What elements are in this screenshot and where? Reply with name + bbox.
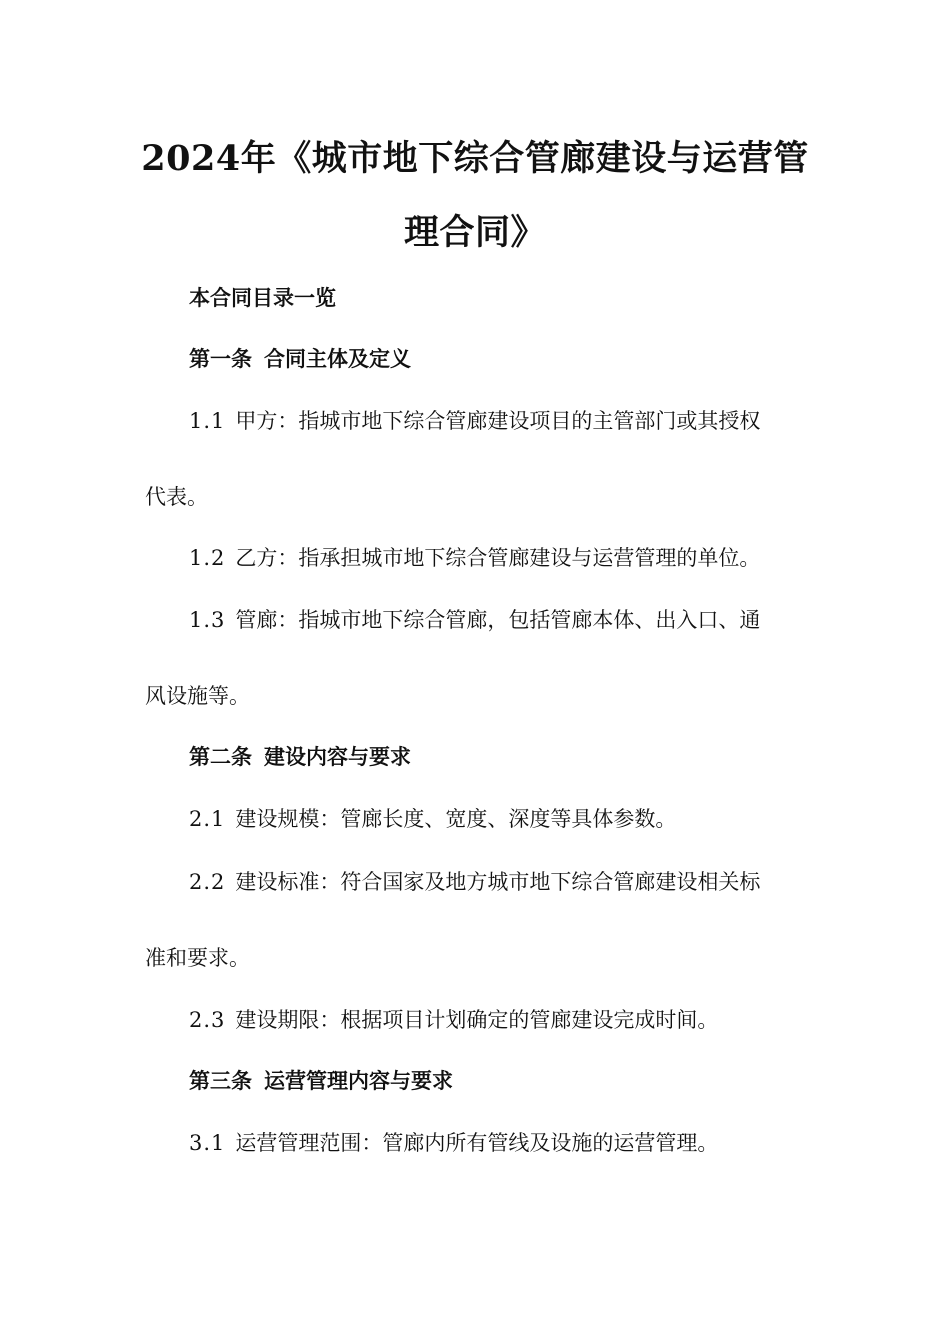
article-3-heading [0, 1068, 950, 1094]
document-title-line-2: 理合同》 [403, 212, 546, 253]
clause-number: 1.3 [189, 608, 226, 632]
document-title-line-1: 2024年《城市地下综合管廊建设与运营管 [141, 138, 809, 179]
clause-number: 3.1 [189, 1131, 226, 1155]
clause-1-1 [0, 408, 950, 434]
clause-2-3 [0, 1007, 950, 1033]
article-2-number: 第二条 [189, 744, 252, 769]
clause-number: 1.2 [189, 546, 226, 570]
article-2-title: 建设内容与要求 [264, 744, 411, 769]
article-1-number: 第一条 [189, 346, 252, 371]
clause-1-1-continuation: 代表。 [145, 485, 208, 509]
clause-3-1 [0, 1130, 950, 1156]
clause-1-2 [0, 545, 950, 571]
article-1-title: 合同主体及定义 [264, 346, 411, 371]
article-3-title: 运营管理内容与要求 [264, 1068, 453, 1093]
clause-2-2 [0, 869, 950, 895]
clause-number: 2.2 [189, 870, 226, 894]
clause-1-3 [0, 607, 950, 633]
clause-text: 管廊：指城市地下综合管廊，包括管廊本体、出入口、通 [235, 608, 761, 632]
clause-text: 建设规模：管廊长度、宽度、深度等具体参数。 [235, 807, 677, 831]
clause-text: 运营管理范围：管廊内所有管线及设施的运营管理。 [235, 1131, 719, 1155]
toc-heading: 本合同目录一览 [189, 285, 336, 310]
article-2-heading [0, 744, 950, 770]
clause-2-1 [0, 806, 950, 832]
article-1-heading [0, 346, 950, 372]
clause-text: 乙方：指承担城市地下综合管廊建设与运营管理的单位。 [235, 546, 761, 570]
clause-text: 建设期限：根据项目计划确定的管廊建设完成时间。 [235, 1008, 719, 1032]
clause-number: 1.1 [189, 409, 226, 433]
clause-number: 2.3 [189, 1008, 226, 1032]
clause-text: 甲方：指城市地下综合管廊建设项目的主管部门或其授权 [235, 409, 761, 433]
article-3-number: 第三条 [189, 1068, 252, 1093]
clause-number: 2.1 [189, 807, 226, 831]
clause-text: 建设标准：符合国家及地方城市地下综合管廊建设相关标 [235, 870, 761, 894]
clause-1-3-continuation: 风设施等。 [145, 684, 250, 708]
clause-2-2-continuation: 准和要求。 [145, 946, 250, 970]
